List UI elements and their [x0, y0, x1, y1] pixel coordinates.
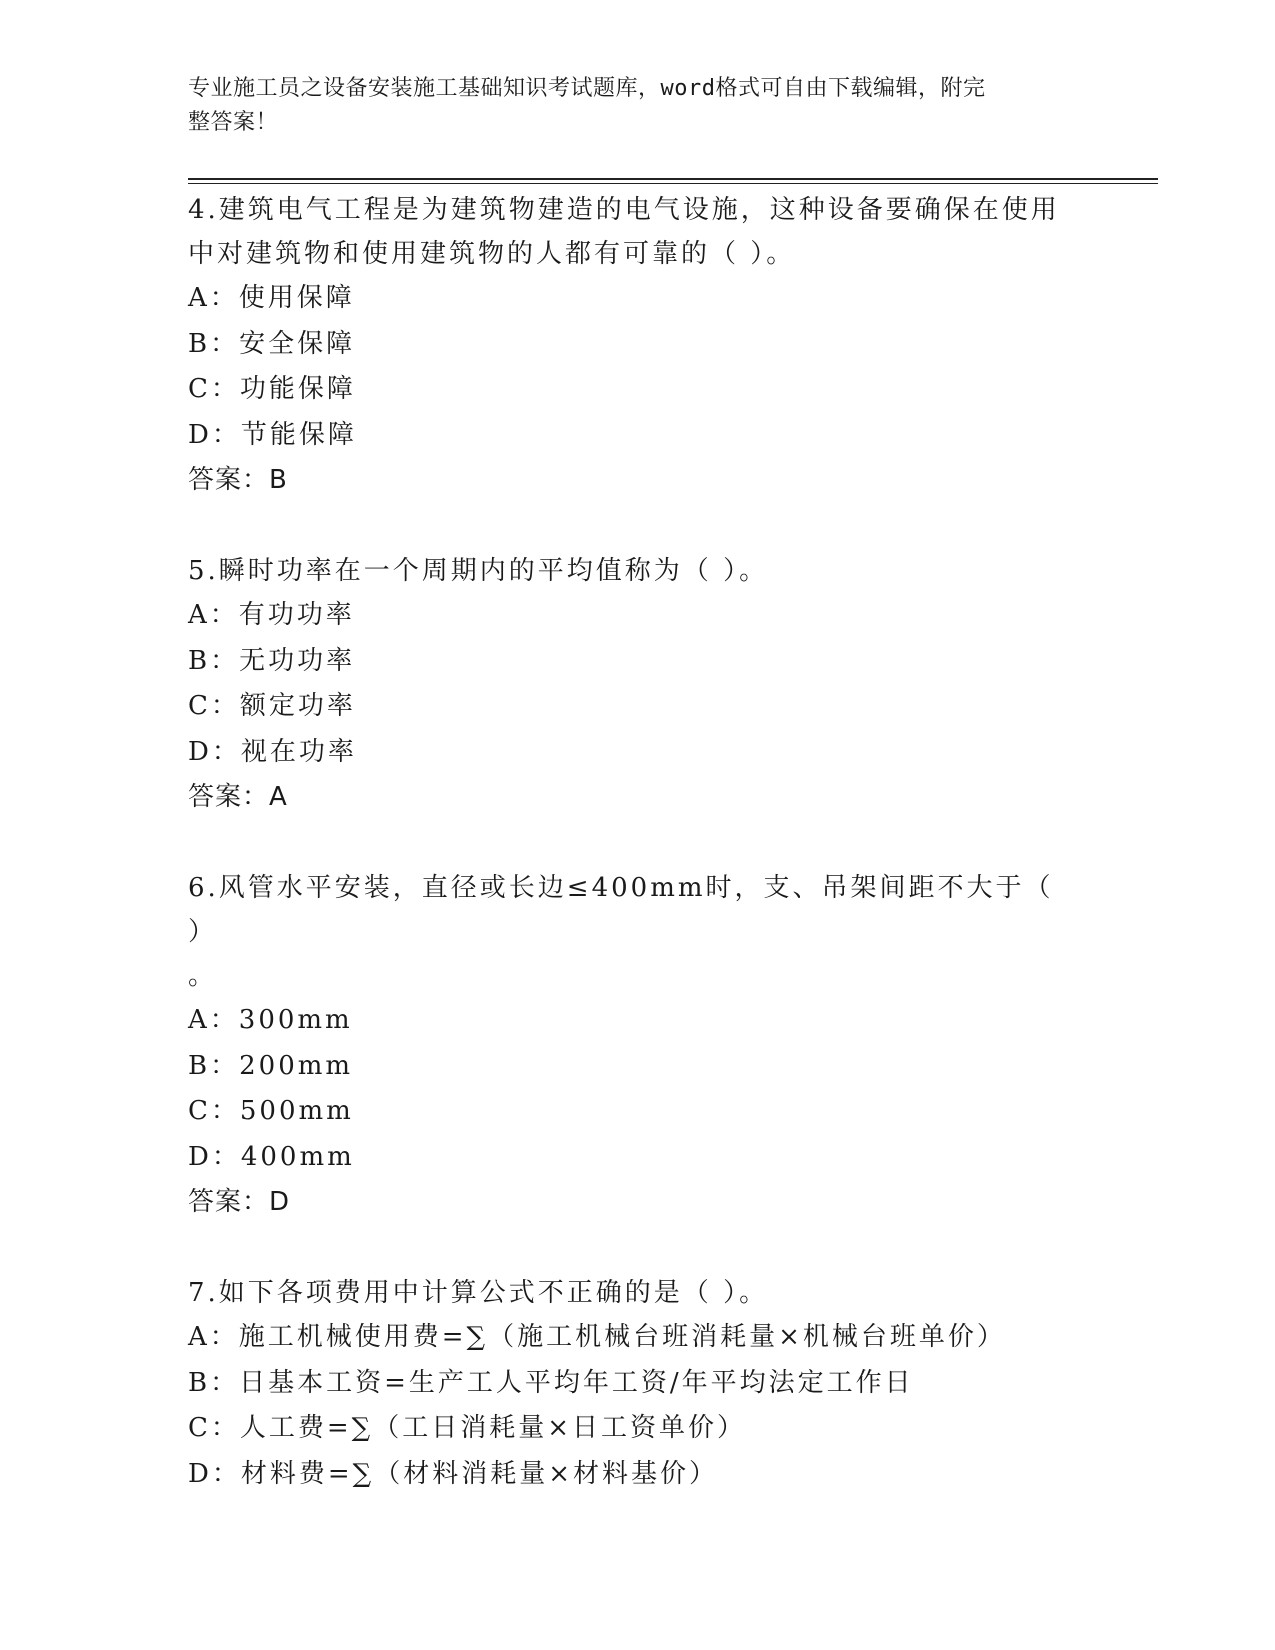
option-b: B：无功功率: [188, 645, 356, 676]
option-a: A：300mm: [188, 1005, 353, 1035]
question-7: [188, 1271, 1068, 1497]
option-a: A：使用保障: [188, 283, 355, 313]
option-b: B：200mm: [188, 1050, 354, 1081]
question-stem: 4.建筑电气工程是为建筑物建造的电气设施，这种设备要确保在使用: [188, 195, 1060, 225]
answer-label: 答案：B: [188, 465, 288, 495]
question-stem: 5.瞬时功率在一个周期内的平均值称为（ ）。: [188, 556, 769, 586]
option-a: A：施工机械使用费=∑（施工机械台班消耗量×机械台班单价）: [188, 1322, 1006, 1352]
question-stem-continued: 。: [188, 961, 218, 991]
option-d: D：节能保障: [188, 419, 357, 450]
question-4: [188, 188, 1068, 503]
header-line-2: 整答案！: [188, 110, 279, 135]
option-b: B：日基本工资=生产工人平均年工资/年平均法定工作日: [188, 1367, 914, 1398]
question-6: [188, 866, 1068, 1225]
question-5: [188, 549, 1068, 820]
question-stem-continued: 中对建筑物和使用建筑物的人都有可靠的（ ）。: [188, 239, 796, 269]
header-rule-thin: [188, 183, 1158, 184]
option-b: B：安全保障: [188, 328, 356, 359]
option-c: C：人工费=∑（工日消耗量×日工资单价）: [188, 1413, 747, 1443]
question-list: [188, 188, 1068, 1497]
spacer: [188, 503, 1068, 549]
answer-label: 答案：A: [188, 782, 288, 812]
option-d: D：材料费=∑（材料消耗量×材料基价）: [188, 1458, 718, 1489]
spacer: [188, 1225, 1068, 1271]
question-stem: 6.风管水平安装，直径或长边≤400mm时，支、吊架间距不大于（ ）: [188, 873, 1054, 947]
option-d: D：视在功率: [188, 736, 357, 767]
question-stem: 7.如下各项费用中计算公式不正确的是（ ）。: [188, 1278, 769, 1308]
option-c: C：功能保障: [188, 374, 356, 404]
header-rule-thick: [188, 178, 1158, 180]
option-c: C：额定功率: [188, 691, 356, 721]
document-header: [188, 72, 1068, 140]
answer-label: 答案：D: [188, 1187, 291, 1217]
option-c: C：500mm: [188, 1096, 354, 1126]
option-d: D：400mm: [188, 1141, 355, 1172]
spacer: [188, 820, 1068, 866]
header-line-1: 专业施工员之设备安装施工基础知识考试题库，word格式可自由下载编辑，附完: [188, 76, 986, 101]
option-a: A：有功功率: [188, 600, 355, 630]
